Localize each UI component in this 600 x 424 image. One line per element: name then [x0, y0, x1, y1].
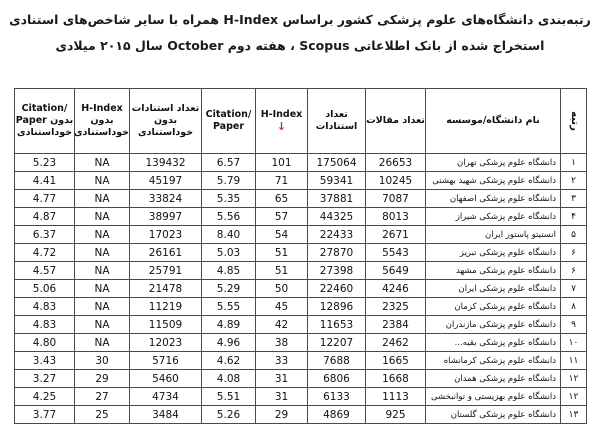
- cell-hindex: 50: [256, 280, 308, 298]
- cell-cit-paper: 6.57: [202, 154, 256, 172]
- cell-articles: 1668: [366, 370, 426, 388]
- cell-rank: ۱: [561, 154, 587, 172]
- header-cit-paper-no-self: Citation/ Paper بدون خوداستنادی: [15, 89, 75, 154]
- cell-articles: 5649: [366, 262, 426, 280]
- cell-university-name: انستیتو پاستور ایران: [426, 226, 561, 244]
- cell-rank: ۱۱: [561, 352, 587, 370]
- cell-hindex-no-self: NA: [75, 262, 130, 280]
- cell-cit-paper-no-self: 5.06: [15, 280, 75, 298]
- cell-articles: 1665: [366, 352, 426, 370]
- cell-hindex-no-self: NA: [75, 172, 130, 190]
- cell-citations-no-self: 45197: [130, 172, 202, 190]
- header-articles: تعداد مقالات: [366, 89, 426, 154]
- cell-hindex: 65: [256, 190, 308, 208]
- cell-hindex: 29: [256, 406, 308, 424]
- cell-hindex-no-self: NA: [75, 190, 130, 208]
- header-cit-paper: Citation/ Paper: [202, 89, 256, 154]
- cell-citations-no-self: 139432: [130, 154, 202, 172]
- cell-rank: ۱۲: [561, 388, 587, 406]
- cell-cit-paper-no-self: 3.77: [15, 406, 75, 424]
- table-row: [15, 388, 587, 406]
- cell-citations: 37881: [308, 190, 366, 208]
- table-row: [15, 334, 587, 352]
- cell-rank: ۶: [561, 244, 587, 262]
- cell-rank: ۷: [561, 280, 587, 298]
- table-row: [15, 316, 587, 334]
- cell-articles: 925: [366, 406, 426, 424]
- cell-rank: ۴: [561, 208, 587, 226]
- cell-hindex: 42: [256, 316, 308, 334]
- cell-articles: 5543: [366, 244, 426, 262]
- cell-university-name: دانشگاه علوم پزشکی شهید بهشتی: [426, 172, 561, 190]
- cell-cit-paper: 8.40: [202, 226, 256, 244]
- cell-citations: 12207: [308, 334, 366, 352]
- header-rank-label: رتبه: [568, 111, 580, 131]
- cell-cit-paper: 4.89: [202, 316, 256, 334]
- cell-cit-paper: 5.03: [202, 244, 256, 262]
- header-hindex-no-self: H-Index بدون خوداستنادی: [75, 89, 130, 154]
- cell-citations: 175064: [308, 154, 366, 172]
- cell-hindex: 54: [256, 226, 308, 244]
- header-university-name: نام دانشگاه/موسسه: [426, 89, 561, 154]
- cell-hindex-no-self: NA: [75, 334, 130, 352]
- cell-cit-paper-no-self: 4.41: [15, 172, 75, 190]
- cell-university-name: دانشگاه علوم پزشکی مشهد: [426, 262, 561, 280]
- cell-citations-no-self: 25791: [130, 262, 202, 280]
- cell-cit-paper-no-self: 3.43: [15, 352, 75, 370]
- table-row: [15, 190, 587, 208]
- cell-university-name: دانشگاه علوم پزشکی تبریز: [426, 244, 561, 262]
- cell-rank: ۶: [561, 262, 587, 280]
- cell-rank: ۸: [561, 298, 587, 316]
- cell-articles: 2325: [366, 298, 426, 316]
- cell-rank: ۱۳: [561, 406, 587, 424]
- cell-citations-no-self: 26161: [130, 244, 202, 262]
- cell-citations-no-self: 4734: [130, 388, 202, 406]
- cell-cit-paper: 5.55: [202, 298, 256, 316]
- cell-citations: 44325: [308, 208, 366, 226]
- cell-cit-paper-no-self: 4.25: [15, 388, 75, 406]
- cell-hindex: 31: [256, 388, 308, 406]
- header-rank: [561, 89, 587, 154]
- sort-down-arrow-icon: ↓: [276, 120, 287, 133]
- cell-rank: ۵: [561, 226, 587, 244]
- cell-cit-paper: 4.08: [202, 370, 256, 388]
- cell-rank: ۳: [561, 190, 587, 208]
- cell-hindex: 31: [256, 370, 308, 388]
- header-citations-no-self: تعداد استنادات بدون خوداستنادی: [130, 89, 202, 154]
- cell-university-name: دانشگاه علوم پزشکی بقیه...: [426, 334, 561, 352]
- cell-citations: 11653: [308, 316, 366, 334]
- cell-citations: 4869: [308, 406, 366, 424]
- cell-citations-no-self: 11219: [130, 298, 202, 316]
- cell-citations: 27398: [308, 262, 366, 280]
- ranking-table: [14, 88, 587, 424]
- cell-hindex-no-self: 29: [75, 370, 130, 388]
- cell-citations-no-self: 11509: [130, 316, 202, 334]
- cell-cit-paper: 5.79: [202, 172, 256, 190]
- cell-hindex-no-self: NA: [75, 316, 130, 334]
- table-row: [15, 352, 587, 370]
- cell-citations: 7688: [308, 352, 366, 370]
- cell-university-name: دانشگاه علوم پزشکی کرمانشاه: [426, 352, 561, 370]
- cell-citations: 59341: [308, 172, 366, 190]
- cell-hindex: 38: [256, 334, 308, 352]
- cell-hindex-no-self: NA: [75, 154, 130, 172]
- cell-articles: 1113: [366, 388, 426, 406]
- cell-citations: 27870: [308, 244, 366, 262]
- cell-citations-no-self: 5716: [130, 352, 202, 370]
- cell-university-name: دانشگاه علوم پزشکی تهران: [426, 154, 561, 172]
- cell-citations: 12896: [308, 298, 366, 316]
- table-row: [15, 298, 587, 316]
- cell-hindex-no-self: NA: [75, 226, 130, 244]
- cell-citations-no-self: 5460: [130, 370, 202, 388]
- cell-citations-no-self: 21478: [130, 280, 202, 298]
- cell-rank: ۹: [561, 316, 587, 334]
- cell-hindex-no-self: NA: [75, 298, 130, 316]
- cell-citations-no-self: 33824: [130, 190, 202, 208]
- cell-cit-paper-no-self: 4.77: [15, 190, 75, 208]
- cell-citations: 22433: [308, 226, 366, 244]
- cell-hindex-no-self: NA: [75, 244, 130, 262]
- cell-cit-paper-no-self: 5.23: [15, 154, 75, 172]
- cell-cit-paper-no-self: 4.83: [15, 298, 75, 316]
- cell-articles: 26653: [366, 154, 426, 172]
- cell-hindex-no-self: NA: [75, 208, 130, 226]
- cell-articles: 2462: [366, 334, 426, 352]
- cell-cit-paper-no-self: 4.87: [15, 208, 75, 226]
- cell-university-name: دانشگاه علوم پزشکی اصفهان: [426, 190, 561, 208]
- cell-rank: ۱۲: [561, 370, 587, 388]
- title-line-2: استخراج شده از بانک اطلاعاتی Scopus ، هفته دوم October سال ۲۰۱۵ میلادی: [55, 38, 545, 53]
- cell-cit-paper: 4.62: [202, 352, 256, 370]
- cell-cit-paper-no-self: 4.83: [15, 316, 75, 334]
- cell-citations: 6133: [308, 388, 366, 406]
- cell-articles: 4246: [366, 280, 426, 298]
- title-line-1: رتبه‌بندی دانشگاه‌های علوم پزشکی کشور براساس H-Index همراه با سایر شاخص‌های استنادی: [9, 12, 591, 27]
- table-row: [15, 208, 587, 226]
- cell-hindex-no-self: 25: [75, 406, 130, 424]
- header-hindex: [256, 89, 308, 154]
- cell-university-name: دانشگاه علوم پزشکی مازندران: [426, 316, 561, 334]
- cell-rank: ۱۰: [561, 334, 587, 352]
- cell-citations: 6806: [308, 370, 366, 388]
- cell-hindex: 45: [256, 298, 308, 316]
- cell-cit-paper: 5.51: [202, 388, 256, 406]
- cell-articles: 7087: [366, 190, 426, 208]
- cell-cit-paper: 5.35: [202, 190, 256, 208]
- cell-rank: ۲: [561, 172, 587, 190]
- table-row: [15, 406, 587, 424]
- cell-cit-paper: 5.29: [202, 280, 256, 298]
- cell-cit-paper-no-self: 6.37: [15, 226, 75, 244]
- cell-cit-paper-no-self: 4.72: [15, 244, 75, 262]
- cell-cit-paper: 4.96: [202, 334, 256, 352]
- cell-articles: 2384: [366, 316, 426, 334]
- cell-citations-no-self: 38997: [130, 208, 202, 226]
- cell-hindex-no-self: NA: [75, 280, 130, 298]
- table-row: [15, 226, 587, 244]
- table-row: [15, 262, 587, 280]
- cell-cit-paper-no-self: 3.27: [15, 370, 75, 388]
- table-header-row: [15, 89, 587, 154]
- cell-articles: 2671: [366, 226, 426, 244]
- table-row: [15, 370, 587, 388]
- table-row: [15, 154, 587, 172]
- cell-citations-no-self: 12023: [130, 334, 202, 352]
- cell-articles: 8013: [366, 208, 426, 226]
- cell-university-name: دانشگاه علوم بهزیستی و توانبخشی: [426, 388, 561, 406]
- cell-university-name: دانشگاه علوم پزشکی همدان: [426, 370, 561, 388]
- cell-hindex: 33: [256, 352, 308, 370]
- cell-cit-paper-no-self: 4.57: [15, 262, 75, 280]
- cell-cit-paper: 5.26: [202, 406, 256, 424]
- cell-university-name: دانشگاه علوم پزشکی ایران: [426, 280, 561, 298]
- table-row: [15, 172, 587, 190]
- cell-hindex-no-self: 27: [75, 388, 130, 406]
- header-citations: تعداد استنادات: [308, 89, 366, 154]
- cell-university-name: دانشگاه علوم پزشکی کرمان: [426, 298, 561, 316]
- header-hindex-label: H-Index: [260, 109, 303, 120]
- cell-hindex: 101: [256, 154, 308, 172]
- cell-cit-paper: 4.85: [202, 262, 256, 280]
- table-row: [15, 244, 587, 262]
- cell-hindex-no-self: 30: [75, 352, 130, 370]
- cell-cit-paper: 5.56: [202, 208, 256, 226]
- cell-articles: 10245: [366, 172, 426, 190]
- cell-citations: 22460: [308, 280, 366, 298]
- cell-cit-paper-no-self: 4.80: [15, 334, 75, 352]
- cell-citations-no-self: 17023: [130, 226, 202, 244]
- cell-university-name: دانشگاه علوم پزشکی گلستان: [426, 406, 561, 424]
- cell-hindex: 51: [256, 244, 308, 262]
- cell-university-name: دانشگاه علوم پزشکی شیراز: [426, 208, 561, 226]
- cell-citations-no-self: 3484: [130, 406, 202, 424]
- cell-hindex: 57: [256, 208, 308, 226]
- table-body: [15, 154, 587, 424]
- cell-hindex: 71: [256, 172, 308, 190]
- cell-hindex: 51: [256, 262, 308, 280]
- table-row: [15, 280, 587, 298]
